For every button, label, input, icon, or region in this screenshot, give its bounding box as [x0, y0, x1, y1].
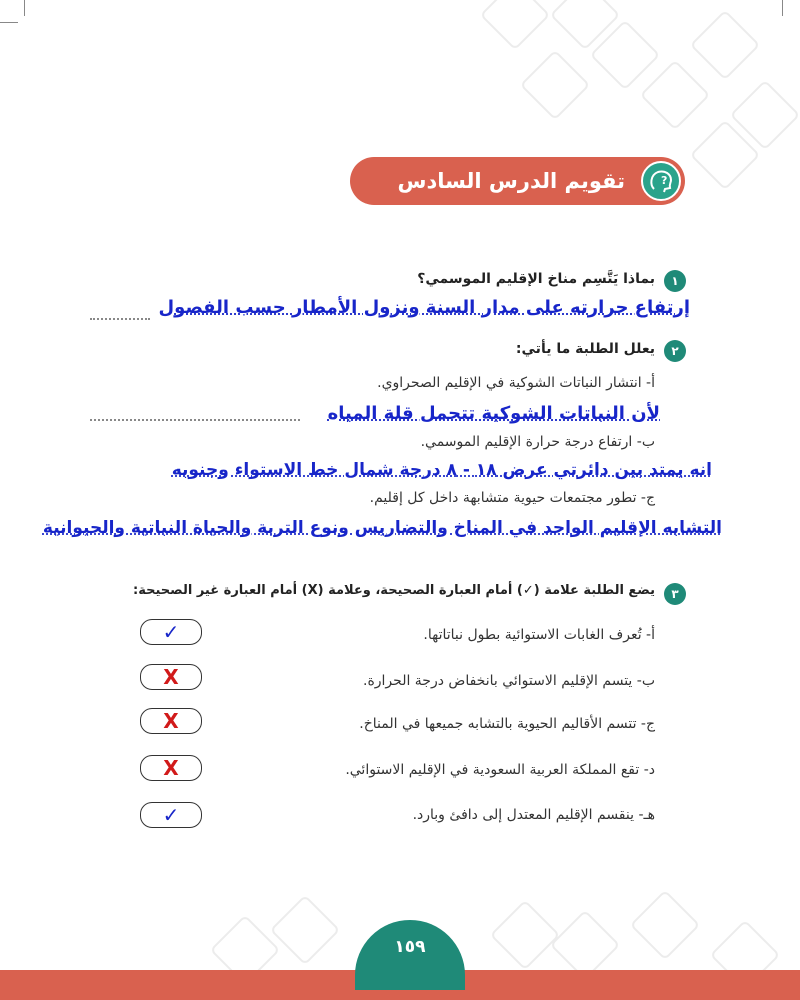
- question-number-badge: ١: [664, 270, 686, 292]
- lesson-title: تقويم الدرس السادس عشر: [397, 169, 625, 241]
- bg-diamond: [690, 10, 761, 81]
- answer-line: [90, 419, 300, 421]
- question-2-text: يعلل الطلبة ما يأتي:: [515, 341, 655, 357]
- bg-diamond: [520, 50, 591, 121]
- crop-mark: [782, 0, 783, 16]
- question-number-badge: ٣: [664, 583, 686, 605]
- answer-mark-box[interactable]: X: [140, 664, 202, 690]
- answer-mark-box[interactable]: ✓: [140, 619, 202, 645]
- bg-diamond: [640, 60, 711, 131]
- question-2c-text: ج- تطور مجتمعات حيوية متشابهة داخل كل إقليم.: [369, 490, 655, 506]
- question-2a-text: أ- انتشار النباتات الشوكية في الإقليم الصحراوي.: [377, 375, 655, 391]
- answer-mark-box[interactable]: X: [140, 755, 202, 781]
- question-2b-text: ب- ارتفاع درجة حرارة الإقليم الموسمي.: [420, 434, 655, 450]
- statement-b: ب- يتسم الإقليم الاستوائي بانخفاض درجة الحرارة.: [363, 673, 655, 689]
- question-1-answer: إرتفاع حرارته على مدار السنة ونزول الأمطار حسب الفصول: [158, 297, 690, 318]
- question-2b-answer: انه يمتد بين دائرتي عرض ١٨ - ٨ درجة شمال خط الاستواء وجنوبه: [171, 460, 712, 480]
- lesson-title-bar: [350, 157, 685, 241]
- question-3-text: يضع الطلبة علامة (✓) أمام العبارة الصحيحة، وعلامة (X) أمام العبارة غير الصحيحة:: [133, 583, 655, 598]
- question-1-text: بماذا يَتَّسِم مناخ الإقليم الموسمي؟: [417, 271, 655, 287]
- crop-mark: [0, 22, 18, 23]
- answer-line: [90, 318, 150, 320]
- page-number: ١٥٩: [394, 937, 426, 957]
- crop-mark: [24, 0, 25, 16]
- question-2c-answer: التشابه الإقليم الواحد في المناخ والتضاريس ونوع التربة والحياة النباتية والحيوانية: [42, 518, 722, 538]
- question-number-badge: ٢: [664, 340, 686, 362]
- statement-e: هـ- ينقسم الإقليم المعتدل إلى دافئ وبارد.: [412, 807, 655, 823]
- thinking-head-icon: [641, 161, 681, 201]
- bg-diamond: [630, 890, 701, 961]
- bg-diamond: [270, 895, 341, 966]
- bg-diamond: [480, 0, 551, 50]
- svg-text:?: ?: [661, 174, 668, 187]
- answer-mark-box[interactable]: X: [140, 708, 202, 734]
- statement-d: د- تقع المملكة العربية السعودية في الإقليم الاستوائي.: [345, 762, 655, 778]
- statement-a: أ- تُعرف الغابات الاستوائية بطول نباتاتها.: [423, 627, 655, 643]
- question-2a-answer: لأن النباتات الشوكية تتحمل قلة المياه: [327, 403, 660, 424]
- answer-mark-box[interactable]: ✓: [140, 802, 202, 828]
- bg-diamond: [490, 900, 561, 971]
- statement-c: ج- تتسم الأقاليم الحيوية بالتشابه جميعها في المناخ.: [359, 716, 655, 732]
